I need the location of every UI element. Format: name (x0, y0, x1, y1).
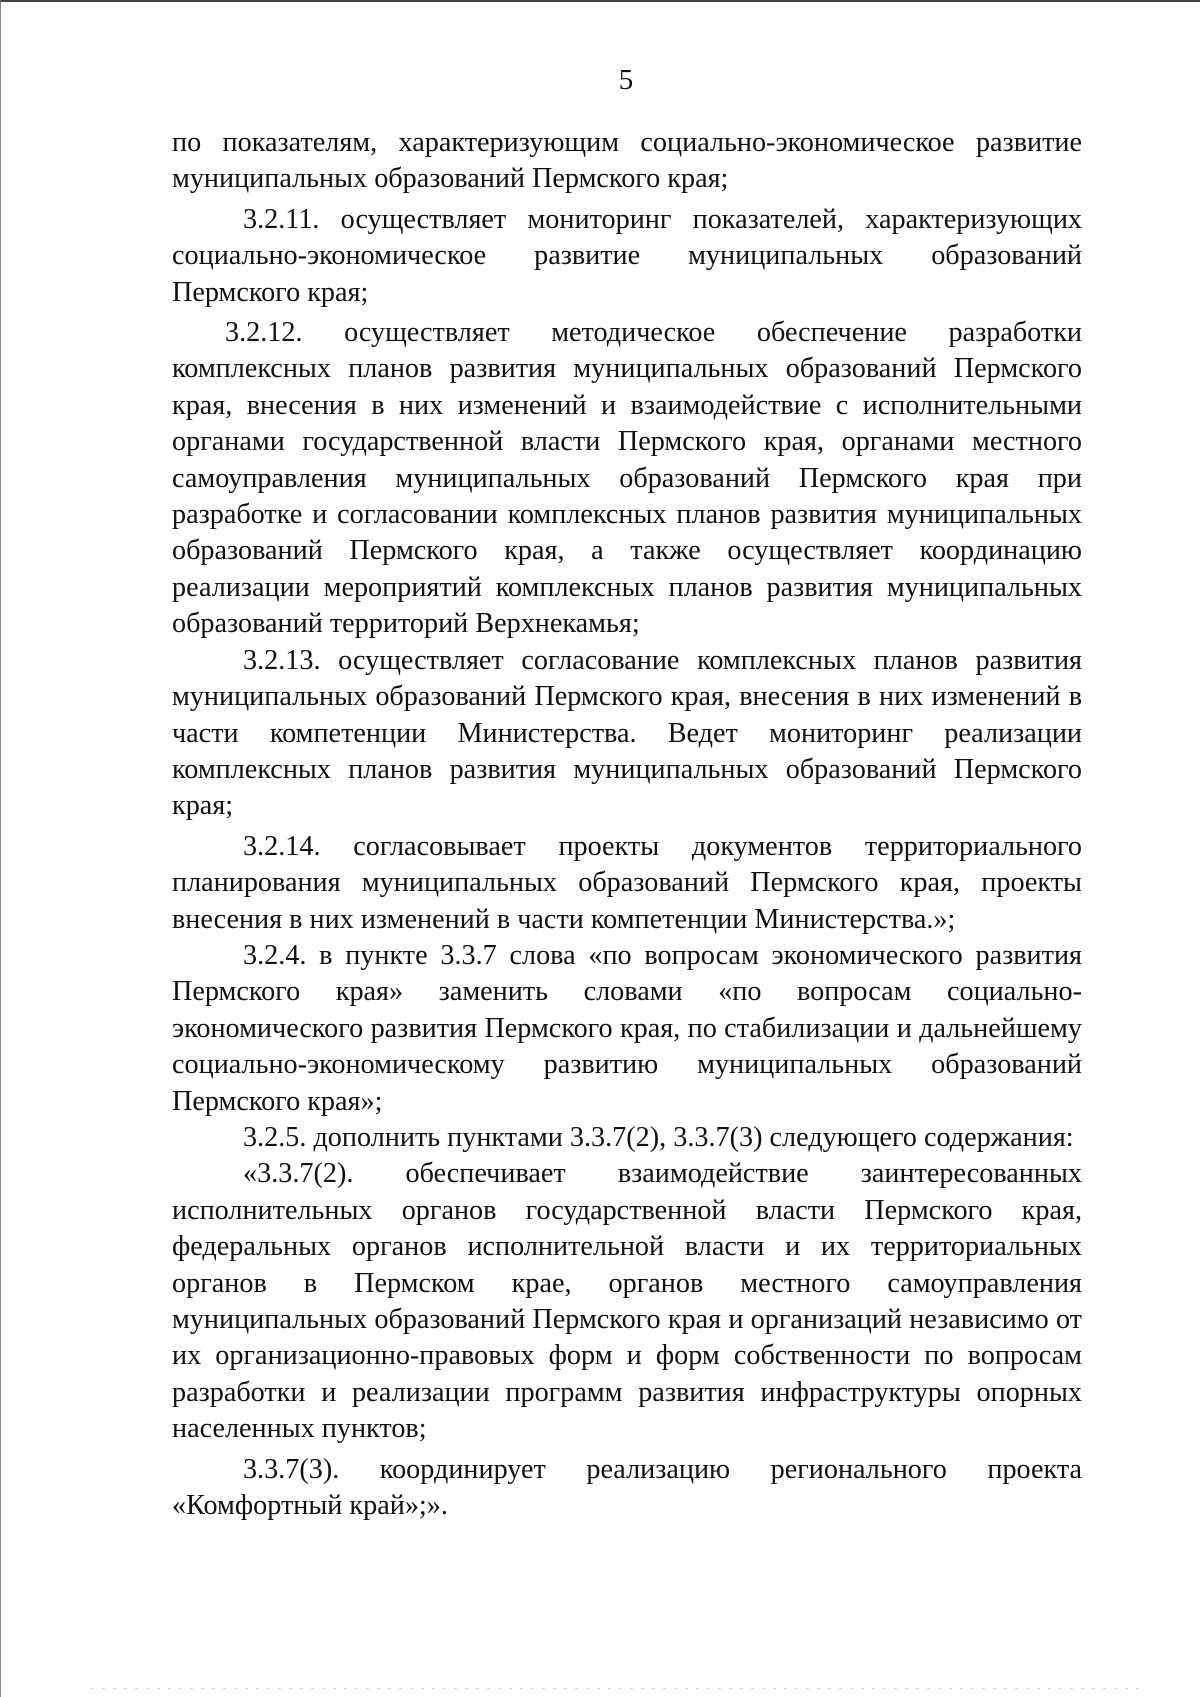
paragraph-3-2-14: 3.2.14. согласовывает проекты документов территориального планирования муниципальных образований Пермского края, проекты внесения в них изменений в части компетенции Министерства.»; (172, 830, 1082, 935)
page-number: 5 (618, 64, 634, 96)
paragraph-continuation: по показателям, характеризующим социально-экономическое развитие муниципальных образований Пермского края; (172, 127, 1082, 195)
paragraph-3-2-12: 3.2.12. осуществляет методическое обеспечение разработки комплексных планов развития муниципальных образований Пермского края, внесения в них изменений и взаимодействие с исполнительными органами государственной власти Пермского края, органами местного самоуправления муниципальных образований Пермского края при разработке и согласовании комплексных планов развития муниципальных образований Пермского края, а также осуществляет координацию реализации мероприятий комплексных планов развития муниципальных образований территорий Верхнекамья; (172, 317, 1082, 640)
paragraph-3-2-4: 3.2.4. в пункте 3.3.7 слова «по вопросам экономического развития Пермского края» заменить словами «по вопросам социально-экономического развития Пермского края, по стабилизации и дальнейшему социально-экономическому развитию муниципальных образований Пермского края»; (172, 939, 1082, 1117)
document-body (172, 125, 1082, 1524)
paragraph-3-2-11: 3.2.11. осуществляет мониторинг показателей, характеризующих социально-экономическое развитие муниципальных образований Пермского края; (172, 203, 1082, 308)
paragraph-3-3-7-2: «3.3.7(2). обеспечивает взаимодействие заинтересованных исполнительных органов государственной власти Пермского края, федеральных органов исполнительной власти и их территориальных органов в Пермском крае, органов местного самоуправления муниципальных образований Пермского края и организаций независимо от их организационно-правовых форм и форм собственности по вопросам разработки и реализации программ развития инфраструктуры опорных населенных пунктов; (172, 1158, 1082, 1445)
paragraph-3-3-7-3: 3.3.7(3). координирует реализацию регионального проекта «Комфортный край»;». (172, 1453, 1082, 1522)
scan-artifact-line (91, 1688, 1141, 1689)
paragraph-3-2-5: 3.2.5. дополнить пунктами 3.3.7(2), 3.3.7(3) следующего содержания: (243, 1121, 1074, 1153)
paragraph-3-2-13: 3.2.13. осуществляет согласование комплексных планов развития муниципальных образований Пермского края, внесения в них изменений в части компетенции Министерства. Ведет мониторинг реализации комплексных планов развития муниципальных образований Пермского края; (172, 644, 1082, 822)
